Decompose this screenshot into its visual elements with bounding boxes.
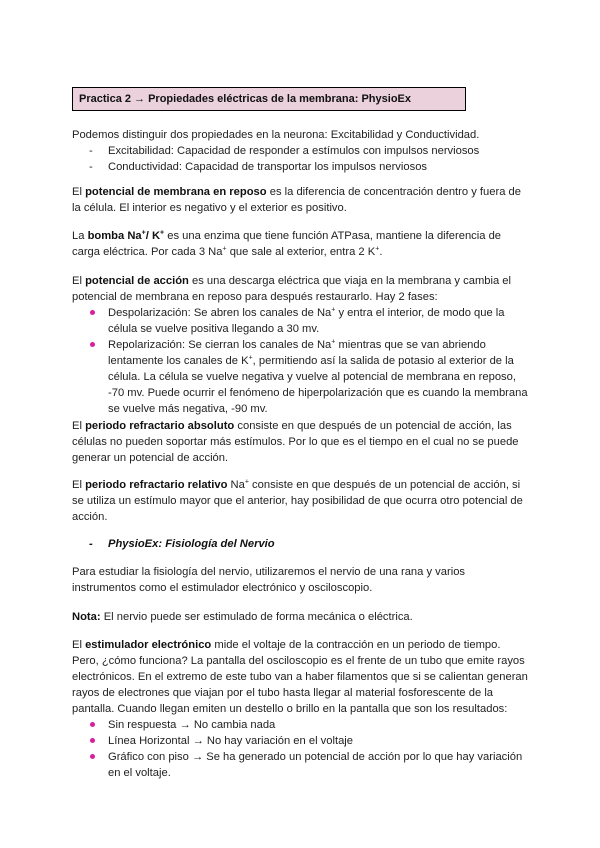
- subheading: - PhysioEx: Fisiología del Nervio: [72, 536, 530, 552]
- list-item: Sin respuesta → No cambia nada: [72, 717, 530, 733]
- term-resting-potential: potencial de membrana en reposo: [85, 186, 267, 198]
- relative-refractory-paragraph: El periodo refractario relativo Na+ consiste en que después de un potencial de acción, si se utiliza un estímulo mayor que el anterior, hay posibilidad de que ocurra otro potencial de acción.: [72, 478, 523, 523]
- text-run: mide el voltaje de la contracción en un periodo de tiempo. Pero, ¿cómo funciona? La pantalla del osciloscopio es el frente de un tubo que emite rayos electrónicos. En el extremo de este tubo van a haber filamentos que si se calientan generan rayos de electrones que viajan por el tubo hasta llegar al material fosforescente de la pantalla. Cuando llegan emiten un destello o brillo en la pantalla que son los resultados:: [72, 639, 528, 715]
- note-label: Nota:: [72, 611, 101, 623]
- subheading-block: [72, 536, 530, 552]
- bullet-icon: [90, 754, 95, 759]
- list-item: Despolarización: Se abren los canales de Na+ y entra el interior, de modo que la célula se vuelve positiva llegando a 30 mv.: [72, 305, 530, 337]
- term-action-potential: potencial de acción: [85, 275, 189, 287]
- text-run: La: [72, 230, 88, 242]
- list-item: Gráfico con piso → Se ha generado un potencial de acción por lo que hay variación en el voltaje.: [72, 749, 530, 781]
- intro-list: [72, 143, 530, 175]
- term-stimulator: estimulador electrónico: [85, 639, 212, 651]
- resting-potential-paragraph: [72, 184, 530, 216]
- text-run: es la diferencia de concentración dentro y fuera de la célula. El interior es negativo y el exterior es positivo.: [72, 186, 521, 214]
- text-run: que sale al exterior, entra 2 K: [226, 246, 376, 258]
- text-run: consiste en que después de un potencial de acción, si se utiliza un estímulo mayor que el anterior, hay posibilidad de que ocurra otro potencial de acción.: [72, 479, 523, 523]
- bullet-icon: [90, 722, 95, 727]
- results-list: [72, 717, 530, 781]
- term-relative-refractory: periodo refractario relativo: [85, 479, 228, 491]
- pump-paragraph: La bomba Na+/ K+ es una enzima que tiene función ATPasa, mantiene la diferencia de carga eléctrica. Por cada 3 Na+ que sale al exterior, entra 2 K+.: [72, 229, 502, 258]
- text-run: consiste en que después de un potencial de acción, las células no pueden soportar más estímulos. Por lo que es el tiempo en el cual no se puede generar un potencial de acción.: [72, 420, 519, 464]
- action-potential-block: El potencial de acción es una descarga eléctrica que viaja en la membrana y cambia el potencial de membrana en reposo para después restaurarlo. Hay 2 fases: Despolarización: Se abren los canales de Na+ y entra el interior, de modo que la célula se vuelve positiva llegando a 30 mv. Repolarización: Se cierran los canales de Na+ mientras que se van abriendo lentamente los canales de K+, permitiendo así la salida de potasio al exterior de la célula. La célula se vuelve negativa y vuelve al potencial de membrana en reposo, -70 mv. Puede ocurrir el fenómeno de hiperpolarización que es cuando la membrana se vuelve más negativa, -90 mv.: [72, 273, 530, 417]
- stimulator-block: El estimulador electrónico mide el voltaje de la contracción en un periodo de tiempo. Pero, ¿cómo funciona? La pantalla del osciloscopio es el frente de un tubo que emite rayos electrónicos. En el extremo de este tubo van a haber filamentos que si se calientan generan rayos de electrones que viajan por el tubo hasta llegar al material fosforescente de la pantalla. Cuando llegan emiten un destello o brillo en la pantalla que son los resultados: Sin respuesta → No cambia nada Línea Horizontal → No hay variación en el voltaje Gráfico con piso → Se ha generado un potencial de acción por lo que hay variación en el voltaje.: [72, 637, 530, 781]
- list-item: - Excitabilidad: Capacidad de responder a estímulos con impulsos nerviosos: [72, 143, 530, 159]
- term-pump: bomba Na+/ K+: [87, 229, 165, 242]
- intro-block: [72, 127, 530, 175]
- bullet-icon: [90, 310, 95, 315]
- text-run: es una enzima que tiene función ATPasa, mantiene la diferencia de carga eléctrica. Por cada 3 Na: [72, 230, 502, 258]
- phase-list: [72, 305, 530, 417]
- list-item: Línea Horizontal → No hay variación en el voltaje: [72, 733, 530, 749]
- bullet-icon: [90, 342, 95, 347]
- text-run: Para estudiar la fisiología del nervio, utilizaremos el nervio de una rana y varios instrumentos como el estimulador electrónico y osciloscopio.: [72, 566, 466, 594]
- physiology-paragraph: [72, 564, 530, 596]
- bullet-icon: [90, 738, 95, 743]
- text-run: El: [72, 186, 86, 198]
- section-title: Practica 2 → Propiedades eléctricas de la membrana: PhysioEx: [72, 87, 466, 111]
- note-paragraph: [72, 609, 530, 625]
- absolute-refractory-paragraph: El periodo refractario absoluto consiste en que después de un potencial de acción, las células no pueden soportar más estímulos. Por lo que es el tiempo en el cual no se puede generar un potencial de acción.: [72, 420, 519, 464]
- intro-text: Podemos distinguir dos propiedades en la neurona: Excitabilidad y Conductividad.: [72, 129, 480, 141]
- list-item: - Conductividad: Capacidad de transportar los impulsos nerviosos: [72, 159, 530, 175]
- text-run: es una descarga eléctrica que viaja en la membrana y cambia el potencial de membrana en reposo para después restaurarlo. Hay 2 fases:: [72, 275, 512, 303]
- text-run: El nervio puede ser estimulado de forma mecánica o eléctrica.: [100, 611, 413, 623]
- list-item: Repolarización: Se cierran los canales de Na+ mientras que se van abriendo lentamente los canales de K+, permitiendo así la salida de potasio al exterior de la célula. La célula se vuelve negativa y vuelve al potencial de membrana en reposo, -70 mv. Puede ocurrir el fenómeno de hiperpolarización que es cuando la membrana se vuelve más negativa, -90 mv.: [72, 337, 530, 417]
- term-absolute-refractory: periodo refractario absoluto: [85, 420, 235, 432]
